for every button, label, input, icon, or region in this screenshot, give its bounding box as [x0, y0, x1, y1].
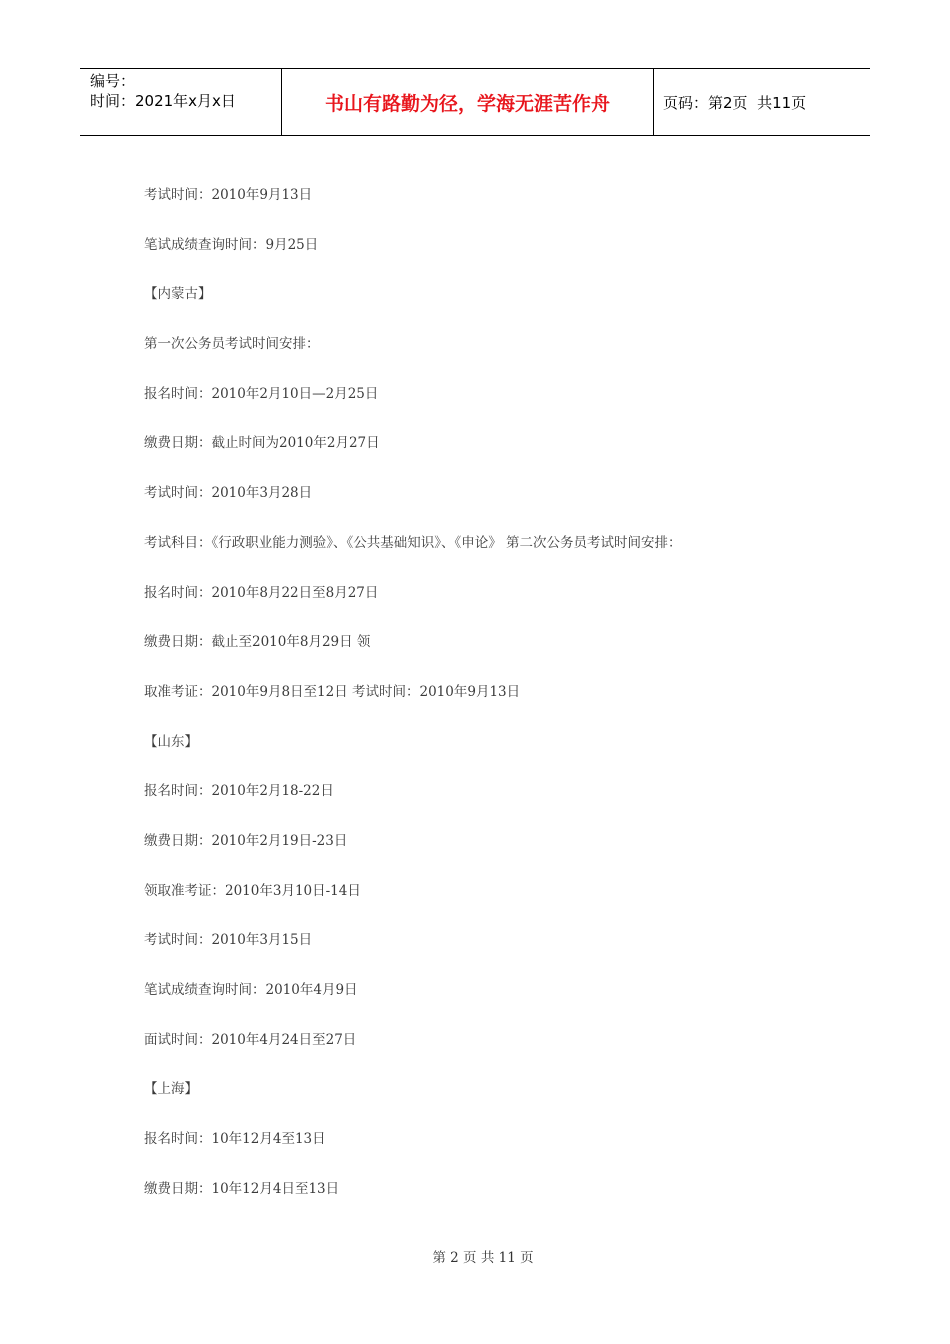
- text-line: 考试科目：《行政职业能力测验》、《公共基础知识》、《申论》 第二次公务员考试时间安排：: [144, 534, 682, 551]
- serial-number-label: 编号：: [90, 72, 136, 90]
- text-line: 考试时间：2010年3月15日: [144, 932, 313, 949]
- text-line: 缴费日期：2010年2月19日-23日: [144, 832, 348, 849]
- text-line: 报名时间：2010年8月22日至8月27日: [144, 584, 379, 601]
- text-line: 第一次公务员考试时间安排：: [144, 336, 320, 353]
- header-meta: [80, 69, 282, 135]
- text-line: 取准考证：2010年9月8日至12日 考试时间：2010年9月13日: [144, 683, 521, 700]
- text-line: 考试时间：2010年3月28日: [144, 485, 313, 502]
- page-header: [80, 68, 870, 136]
- text-line: 笔试成绩查询时间：2010年4月9日: [144, 982, 358, 998]
- text-line: 领取准考证：2010年3月10日-14日: [144, 882, 361, 899]
- document-body: [144, 185, 844, 1228]
- page-footer: 第 2 页 共 11 页: [432, 1250, 534, 1266]
- text-line: 考试时间：2010年9月13日: [144, 187, 313, 203]
- text-line: 缴费日期：截止至2010年8月29日 领: [144, 634, 371, 651]
- text-line: 缴费日期：10年12月4日至13日: [144, 1180, 340, 1197]
- text-line: 报名时间：2010年2月18-22日: [144, 783, 334, 800]
- text-line: 报名时间：2010年2月10日—2月25日: [144, 385, 379, 402]
- section-heading-inner-mongolia: 【内蒙古】: [144, 286, 212, 303]
- section-heading-shandong: 【山东】: [144, 733, 198, 750]
- text-line: 笔试成绩查询时间：9月25日: [144, 236, 319, 253]
- header-motto: 书山有路勤为径，学海无涯苦作舟: [282, 69, 654, 135]
- header-page-info: [654, 69, 870, 135]
- text-line: 报名时间：10年12月4至13日: [144, 1131, 326, 1148]
- date-label: 时间：2021年x月x日: [90, 92, 236, 110]
- text-line: 面试时间：2010年4月24日至27日: [144, 1031, 357, 1048]
- text-line: 缴费日期：截止时间为2010年2月27日: [144, 435, 380, 452]
- section-heading-shanghai: 【上海】: [144, 1081, 198, 1098]
- page-number-label: 页码：第2页 共11页: [663, 93, 807, 112]
